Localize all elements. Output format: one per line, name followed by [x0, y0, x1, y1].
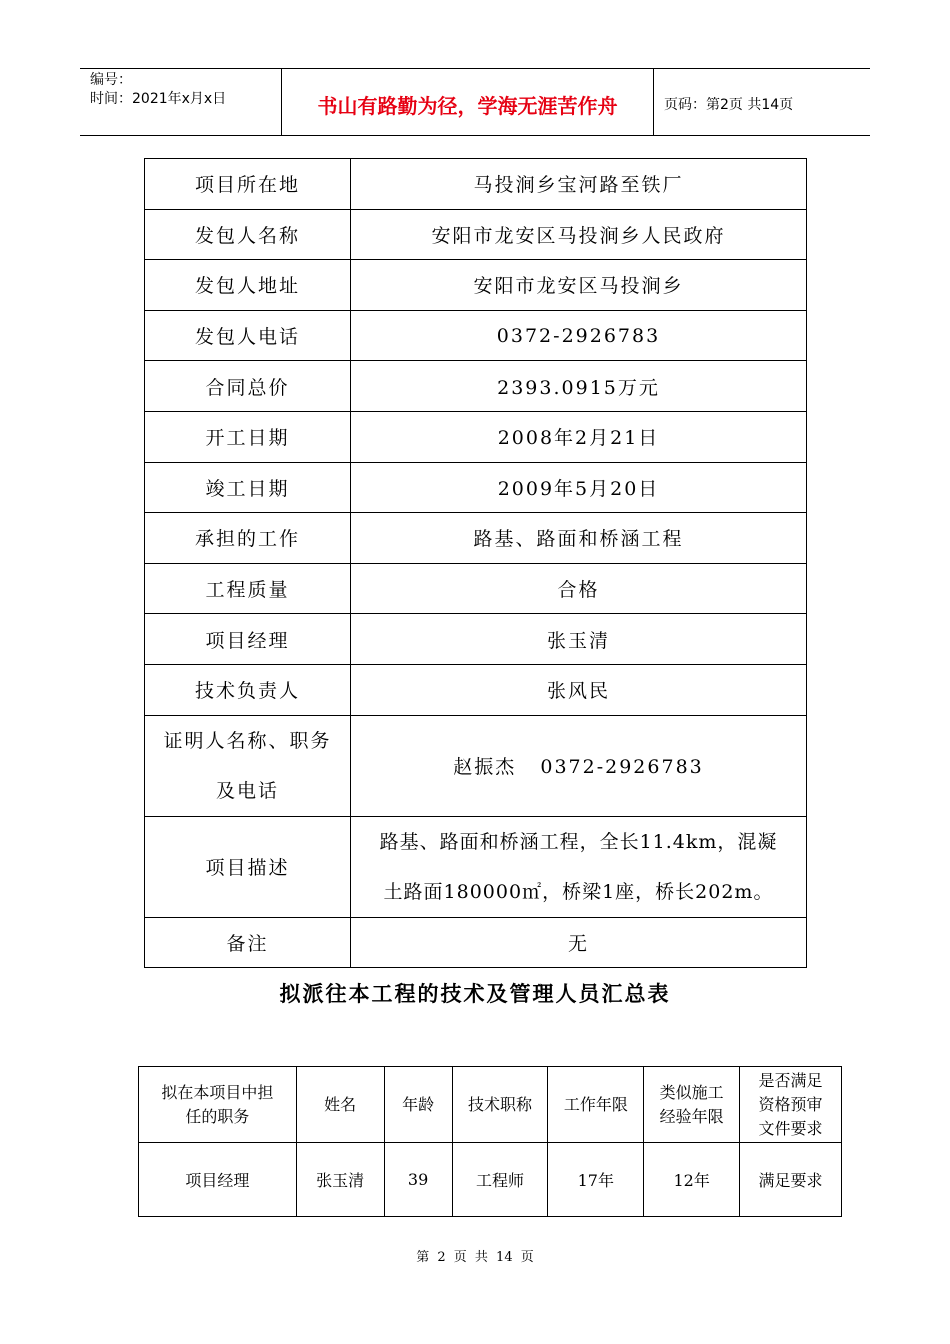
row-value: 2393.0915万元 — [351, 361, 807, 412]
column-header — [740, 1067, 842, 1143]
column-header — [548, 1067, 644, 1143]
description-label: 项目描述 — [145, 816, 351, 917]
row-label: 承担的工作 — [145, 513, 351, 564]
row-value: 2008年2月21日 — [351, 411, 807, 462]
row-value: 张风民 — [351, 664, 807, 715]
column-header — [384, 1067, 452, 1143]
header-page-info: 页码：第2页 共14页 — [664, 97, 794, 113]
column-header-line: 任的职务 — [185, 1106, 250, 1126]
description-line2: 土路面180000㎡，桥梁1座，桥长202m。 — [383, 880, 774, 903]
staff-summary-body — [139, 1067, 842, 1217]
row-value: 0372-2926783 — [351, 310, 807, 361]
table-row — [145, 513, 807, 564]
description-value — [351, 816, 807, 917]
header-motto: 书山有路勤为径，学海无涯苦作舟 — [282, 69, 654, 135]
table-row — [145, 614, 807, 665]
table-cell: 39 — [384, 1143, 452, 1217]
witness-label-line2: 及电话 — [215, 779, 279, 802]
row-label: 竣工日期 — [145, 462, 351, 513]
project-info-table — [144, 158, 807, 968]
row-value: 安阳市龙安区马投涧乡人民政府 — [351, 209, 807, 260]
column-header-line: 资格预审 — [758, 1094, 823, 1114]
row-label: 发包人地址 — [145, 260, 351, 311]
column-header-line: 技术职称 — [467, 1094, 532, 1114]
table-row-witness — [145, 715, 807, 816]
row-label: 合同总价 — [145, 361, 351, 412]
table-row — [145, 411, 807, 462]
table-cell: 满足要求 — [740, 1143, 842, 1217]
table-row — [145, 260, 807, 311]
time-label: 时间：2021年x月x日 — [90, 91, 227, 107]
row-value: 合格 — [351, 563, 807, 614]
row-value: 2009年5月20日 — [351, 462, 807, 513]
column-header — [296, 1067, 384, 1143]
table-cell: 12年 — [644, 1143, 740, 1217]
table-row-remark — [145, 917, 807, 968]
table-cell: 项目经理 — [139, 1143, 297, 1217]
table-cell: 工程师 — [452, 1143, 548, 1217]
page-header — [80, 68, 870, 136]
table-row — [145, 563, 807, 614]
table-row — [145, 664, 807, 715]
table-cell: 张玉清 — [296, 1143, 384, 1217]
column-header-line: 是否满足 — [758, 1070, 823, 1090]
description-line1: 路基、路面和桥涵工程，全长11.4km，混凝 — [379, 830, 778, 853]
table-row — [145, 159, 807, 210]
header-meta — [80, 69, 282, 135]
column-header-line: 工作年限 — [563, 1094, 628, 1114]
table-row — [145, 462, 807, 513]
section-title: 拟派往本工程的技术及管理人员汇总表 — [279, 981, 671, 1006]
column-header — [644, 1067, 740, 1143]
column-header-line: 年龄 — [402, 1094, 435, 1114]
row-label: 工程质量 — [145, 563, 351, 614]
row-label: 发包人名称 — [145, 209, 351, 260]
column-header-line: 类似施工 — [659, 1082, 724, 1102]
row-label: 开工日期 — [145, 411, 351, 462]
column-header-line: 经验年限 — [659, 1106, 724, 1126]
table-row — [145, 361, 807, 412]
witness-value: 赵振杰 0372-2926783 — [351, 715, 807, 816]
header-row — [139, 1067, 842, 1143]
page-footer: 第 2 页 共 14 页 — [416, 1250, 534, 1265]
table-row — [139, 1143, 842, 1217]
row-label: 技术负责人 — [145, 664, 351, 715]
row-label: 项目经理 — [145, 614, 351, 665]
table-row — [145, 310, 807, 361]
column-header-line: 姓名 — [324, 1094, 357, 1114]
table-row-description — [145, 816, 807, 917]
column-header-line: 拟在本项目中担 — [161, 1082, 274, 1102]
row-value: 安阳市龙安区马投涧乡 — [351, 260, 807, 311]
row-value: 张玉清 — [351, 614, 807, 665]
witness-label — [145, 715, 351, 816]
witness-label-line1: 证明人名称、职务 — [163, 729, 332, 752]
row-value: 路基、路面和桥涵工程 — [351, 513, 807, 564]
project-info-body — [145, 159, 807, 968]
row-label: 项目所在地 — [145, 159, 351, 210]
staff-summary-table — [138, 1066, 842, 1217]
row-value: 马投涧乡宝河路至铁厂 — [351, 159, 807, 210]
column-header — [139, 1067, 297, 1143]
column-header — [452, 1067, 548, 1143]
table-cell: 17年 — [548, 1143, 644, 1217]
row-label: 发包人电话 — [145, 310, 351, 361]
column-header-line: 文件要求 — [758, 1118, 823, 1138]
table-row — [145, 209, 807, 260]
remark-label: 备注 — [145, 917, 351, 968]
code-label: 编号： — [90, 72, 132, 88]
remark-value: 无 — [351, 917, 807, 968]
